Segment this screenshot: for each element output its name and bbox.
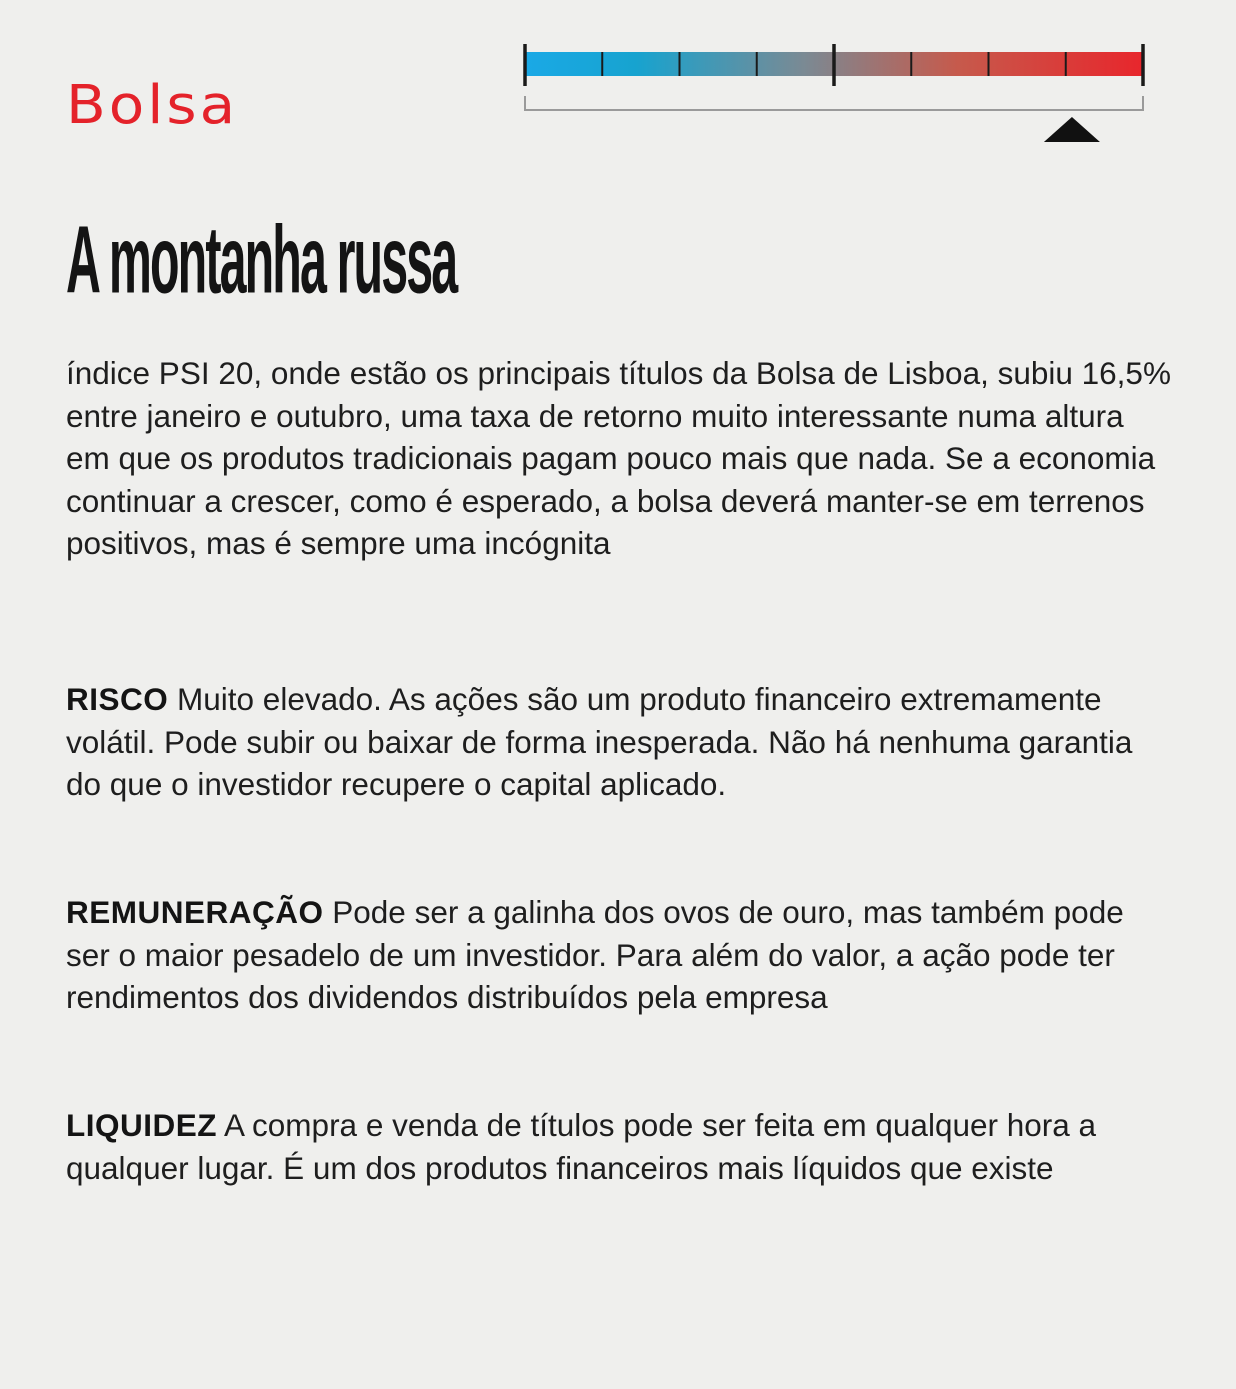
headline: A montanha russa xyxy=(66,205,457,314)
liquidity-label: LIQUIDEZ xyxy=(66,1107,217,1143)
return-label: REMUNERAÇÃO xyxy=(66,894,324,930)
risk-gauge xyxy=(520,40,1152,150)
risk-label: RISCO xyxy=(66,681,169,717)
liquidity-text: A compra e venda de títulos pode ser feita em qualquer hora a qualquer lugar. É um dos produtos financeiros mais líquidos que existe xyxy=(66,1107,1097,1186)
category-label: Bolsa xyxy=(66,73,239,136)
return-text: Pode ser a galinha dos ovos de ouro, mas também pode ser o maior pesadelo de um investidor. Para além do valor, a ação pode ter rendimentos dos dividendos distribuídos pela empresa xyxy=(66,894,1124,1015)
return-paragraph xyxy=(66,891,1176,1019)
risk-level-marker-icon xyxy=(1044,117,1100,142)
risk-paragraph xyxy=(66,678,1176,806)
risk-gauge-bracket xyxy=(525,96,1143,110)
risk-text: Muito elevado. As ações são um produto financeiro extremamente volátil. Pode subir ou baixar de forma inesperada. Não há nenhuma garantia do que o investidor recupere o capital aplicado. xyxy=(66,681,1133,802)
intro-paragraph: índice PSI 20, onde estão os principais títulos da Bolsa de Lisboa, subiu 16,5% entre janeiro e outubro, uma taxa de retorno muito interessante numa altura em que os produtos tradicionais pagam pouco mais que nada. Se a economia continuar a crescer, como é esperado, a bolsa deverá manter-se em terrenos positivos, mas é sempre uma incógnita xyxy=(66,355,1171,561)
liquidity-paragraph xyxy=(66,1104,1176,1189)
